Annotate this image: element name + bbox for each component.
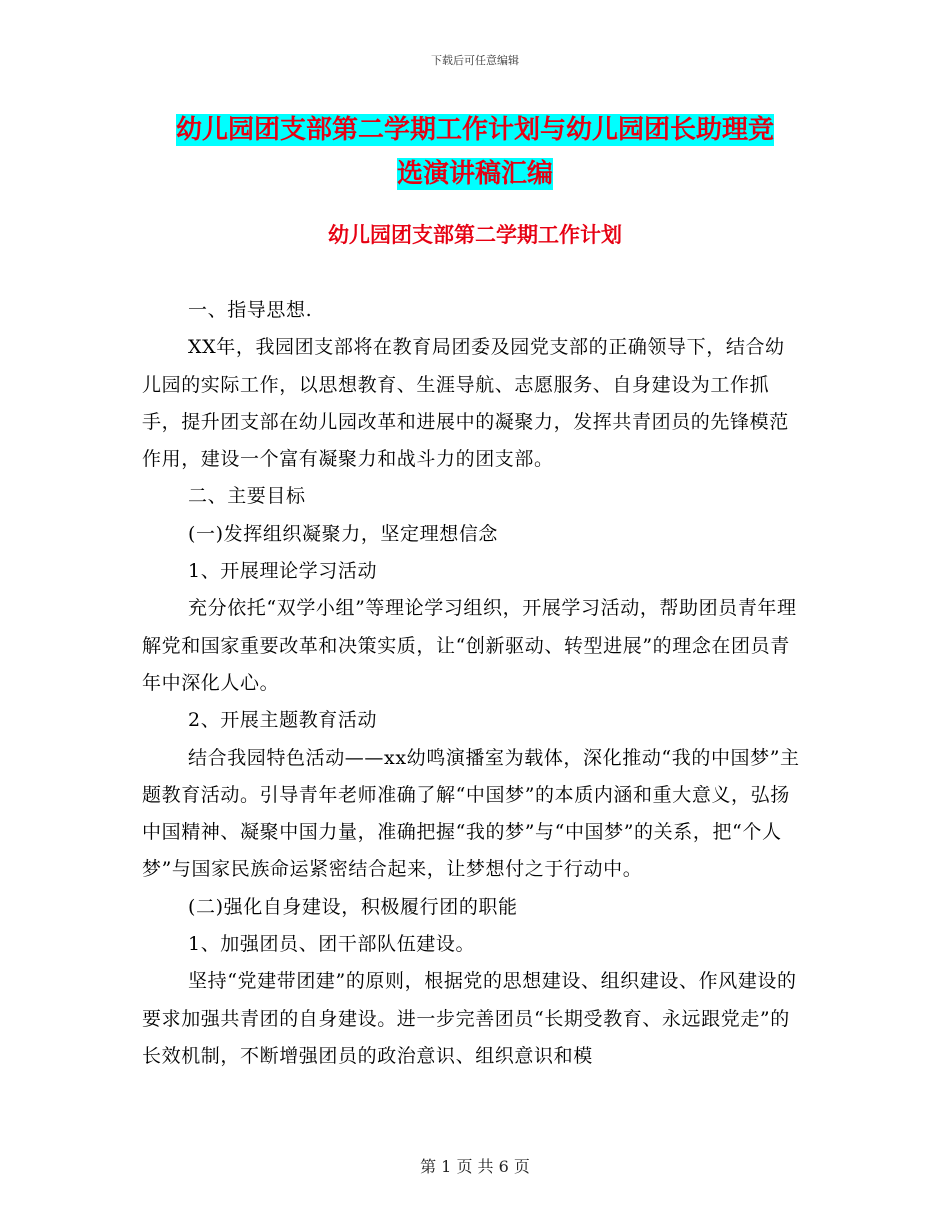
item-theme-education: 2、开展主题教育活动 (188, 709, 378, 732)
document-title (150, 108, 800, 196)
subheading-cohesion: (一)发挥组织凝聚力，坚定理想信念 (188, 522, 499, 545)
heading-guiding-ideology: 一、指导思想. (188, 299, 313, 321)
document-title-line-2: 选演讲稿汇编 (396, 159, 553, 189)
page-number: 第 1 页 共 6 页 (420, 1157, 530, 1176)
page-header-note: 下载后可任意编辑 (431, 54, 519, 67)
section-title: 幼儿园团支部第二学期工作计划 (328, 223, 622, 247)
document-body (142, 292, 802, 1075)
document-title-line-1: 幼儿园团支部第二学期工作计划与幼儿园团长助理竞 (175, 115, 774, 145)
subheading-self-construction: (二)强化自身建设，积极履行团的职能 (188, 895, 518, 918)
paragraph-theme-education: 结合我园特色活动——xx幼鸣演播室为载体，深化推动“我的中国梦”主题教育活动。引导青年老师准确了解“中国梦”的本质内涵和重大意义，弘扬中国精神、凝聚中国力量，准确把握“我的梦”与“中国梦”的关系，把“个人梦”与国家民族命运紧密结合起来，让梦想付之于行动中。 (142, 746, 800, 881)
item-theory-study: 1、开展理论学习活动 (188, 560, 378, 583)
paragraph-theory-study: 充分依托“双学小组”等理论学习组织，开展学习活动，帮助团员青年理解党和国家重要改革和决策实质，让“创新驱动、转型进展”的理念在团员青年中深化人心。 (142, 597, 797, 694)
paragraph-team-building: 坚持“党建带团建”的原则，根据党的思想建设、组织建设、作风建设的要求加强共青团的自身建设。进一步完善团员“长期受教育、永远跟党走”的长效机制，不断增强团员的政治意识、组织意识和模 (142, 970, 797, 1067)
item-team-building: 1、加强团员、团干部队伍建设。 (188, 933, 476, 956)
heading-main-goals: 二、主要目标 (188, 485, 306, 508)
paragraph-overview: XX年，我园团支部将在教育局团委及园党支部的正确领导下，结合幼儿园的实际工作，以思想教育、生涯导航、志愿服务、自身建设为工作抓手，提升团支部在幼儿园改革和进展中的凝聚力，发挥共青团员的先锋模范作用，建设一个富有凝聚力和战斗力的团支部。 (142, 336, 789, 471)
